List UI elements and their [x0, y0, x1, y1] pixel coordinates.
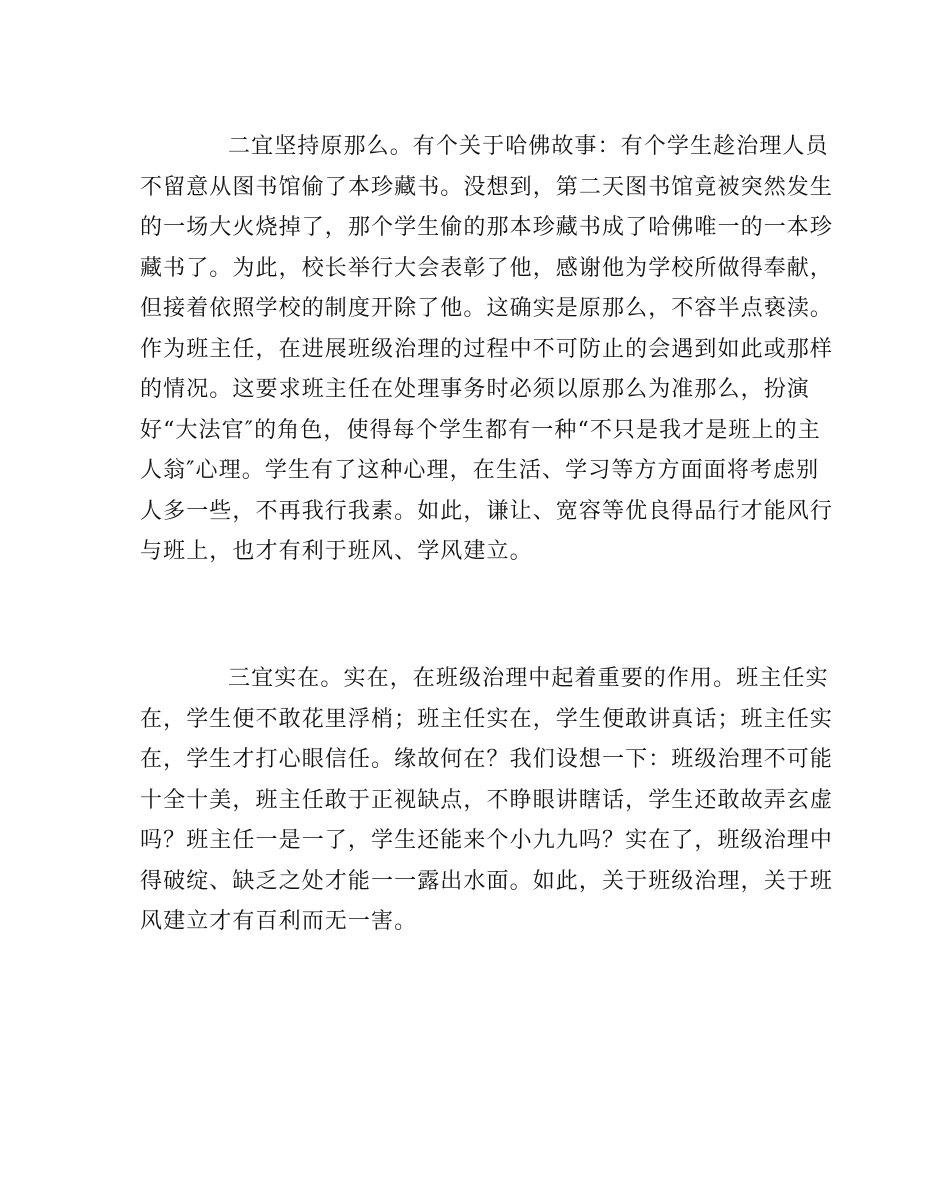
paragraph-line: 的情况。这要求班主任在处理事务时必须以原那么为准那么，扮演 [140, 377, 810, 402]
paragraph-line: 但接着依照学校的制度开除了他。这确实是原那么，不容半点亵渎。 [140, 296, 834, 321]
paragraph-line: 不留意从图书馆偷了本珍藏书。没想到，第二天图书馆竟被突然发生 [140, 174, 834, 200]
paragraph-line: 在，学生便不敢花里浮梢；班主任实在，学生便敢讲真话；班主任实 [140, 706, 834, 732]
paragraph-sincerity [140, 659, 834, 943]
paragraph-line: 人多一些，不再我行我素。如此，谦让、宽容等优良得品行才能风行 [140, 498, 834, 524]
paragraph-line: 在，学生才打心眼信任。缘故何在？我们设想一下：班级治理不可能 [140, 747, 834, 772]
paragraph-line: 风建立才有百利而无一害。 [140, 909, 418, 934]
paragraph-line: 与班上，也才有利于班风、学风建立。 [140, 539, 533, 564]
paragraph-line: 作为班主任，在进展班级治理的过程中不可防止的会遇到如此或那样 [140, 336, 834, 362]
paragraph-line: 得破绽、缺乏之处才能一一露出水面。如此，关于班级治理，关于班 [140, 868, 834, 894]
paragraph-line: 三宜实在。实在，在班级治理中起着重要的作用。班主任实 [228, 666, 829, 691]
paragraph-line: 人翁″心理。学生有了这种心理，在生活、学习等方方面面将考虑别 [140, 458, 820, 483]
paragraph-line: 好“大法官″的角色，使得每个学生都有一种“不只是我才是班上的主 [140, 417, 821, 443]
paragraph-line: 吗？班主任一是一了，学生还能来个小九九吗？实在了，班级治理中 [140, 828, 834, 853]
paragraph-line: 的一场大火烧掉了，那个学生偷的那本珍藏书成了哈佛唯一的一本珍 [140, 215, 834, 240]
paragraph-line: 十全十美，班主任敢于正视缺点，不睁眼讲瞎话，学生还敢故弄玄虚 [140, 787, 834, 813]
paragraph-line: 藏书了。为此，校长举行大会表彰了他，感谢他为学校所做得奉献， [140, 255, 834, 281]
paragraph-principle [140, 127, 834, 573]
paragraph-line: 二宜坚持原那么。有个关于哈佛故事：有个学生趁治理人员 [228, 134, 829, 159]
